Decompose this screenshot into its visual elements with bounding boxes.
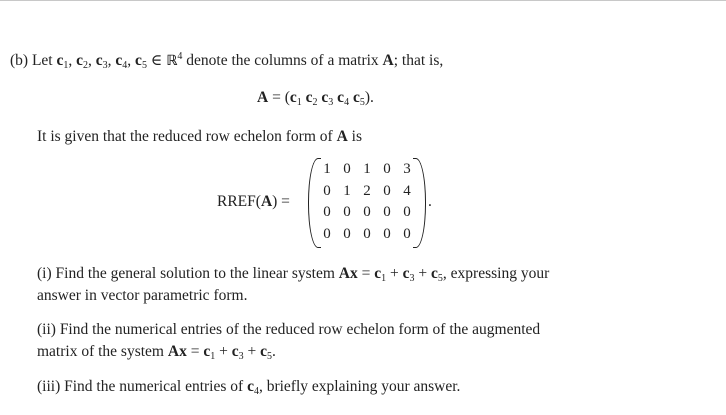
matrix-entry: 3 bbox=[403, 161, 411, 177]
matrix-grid bbox=[317, 159, 417, 245]
question-ii-line2: matrix of the system $Ax = c_1 + c_3 + c_5$. bbox=[37, 343, 276, 362]
matrix-entry: 0 bbox=[363, 204, 371, 220]
matrix-entry: 0 bbox=[323, 225, 331, 242]
question-ii-label: (ii) bbox=[37, 321, 56, 338]
question-i-line2: answer in vector parametric form. bbox=[37, 287, 248, 304]
right-parenthesis bbox=[413, 158, 426, 248]
question-i-line1: (i) Find the general solution to the linear system $Ax = c_1 + c_3 + c_5$, expressing your bbox=[37, 265, 550, 284]
matrix-entry: 0 bbox=[343, 225, 351, 242]
matrix-entry: 0 bbox=[363, 225, 371, 242]
part-b-intro: (b) Let $c_1$, $c_2$, $c_3$, $c_4$, $c_5$ ∈ ℝ$^4$ denote the columns of a matrix A; that is, bbox=[10, 51, 444, 71]
matrix-entry: 0 bbox=[383, 182, 391, 199]
rref-given-text: It is given that the reduced row echelon form of A is bbox=[37, 128, 362, 145]
matrix-entry: 1 bbox=[363, 161, 371, 177]
matrix-entry: 0 bbox=[403, 204, 411, 220]
question-iii-line: (iii) Find the numerical entries of $c_4$, briefly explaining your answer. bbox=[37, 378, 461, 397]
matrix-period: . bbox=[428, 193, 432, 210]
matrix-entry: 4 bbox=[403, 182, 411, 199]
rref-label: RREF(A) = bbox=[217, 193, 290, 210]
matrix-entry: 2 bbox=[363, 182, 371, 199]
matrix-entry: 0 bbox=[403, 225, 411, 242]
matrix-entry: 0 bbox=[343, 161, 351, 177]
rref-matrix bbox=[308, 158, 426, 248]
question-i-label: (i) bbox=[37, 265, 52, 282]
matrix-entry: 1 bbox=[343, 182, 351, 199]
question-ii-line1: (ii) Find the numerical entries of the reduced row echelon form of the augmented bbox=[37, 321, 541, 338]
matrix-entry: 0 bbox=[323, 182, 331, 199]
matrix-columns-equation: $A = (c_1$ $c_2$ $c_3$ $c_4$ $c_5$). bbox=[257, 89, 374, 108]
real-space-symbol: ℝ bbox=[166, 53, 178, 69]
matrix-entry: 0 bbox=[383, 225, 391, 242]
top-border bbox=[0, 0, 726, 1]
matrix-entry: 0 bbox=[343, 204, 351, 220]
question-iii-label: (iii) bbox=[37, 378, 61, 395]
matrix-entry: 1 bbox=[323, 161, 331, 177]
matrix-entry: 0 bbox=[323, 204, 331, 220]
matrix-entry: 0 bbox=[383, 204, 391, 220]
part-label: (b) bbox=[10, 52, 29, 69]
matrix-entry: 0 bbox=[383, 161, 391, 177]
